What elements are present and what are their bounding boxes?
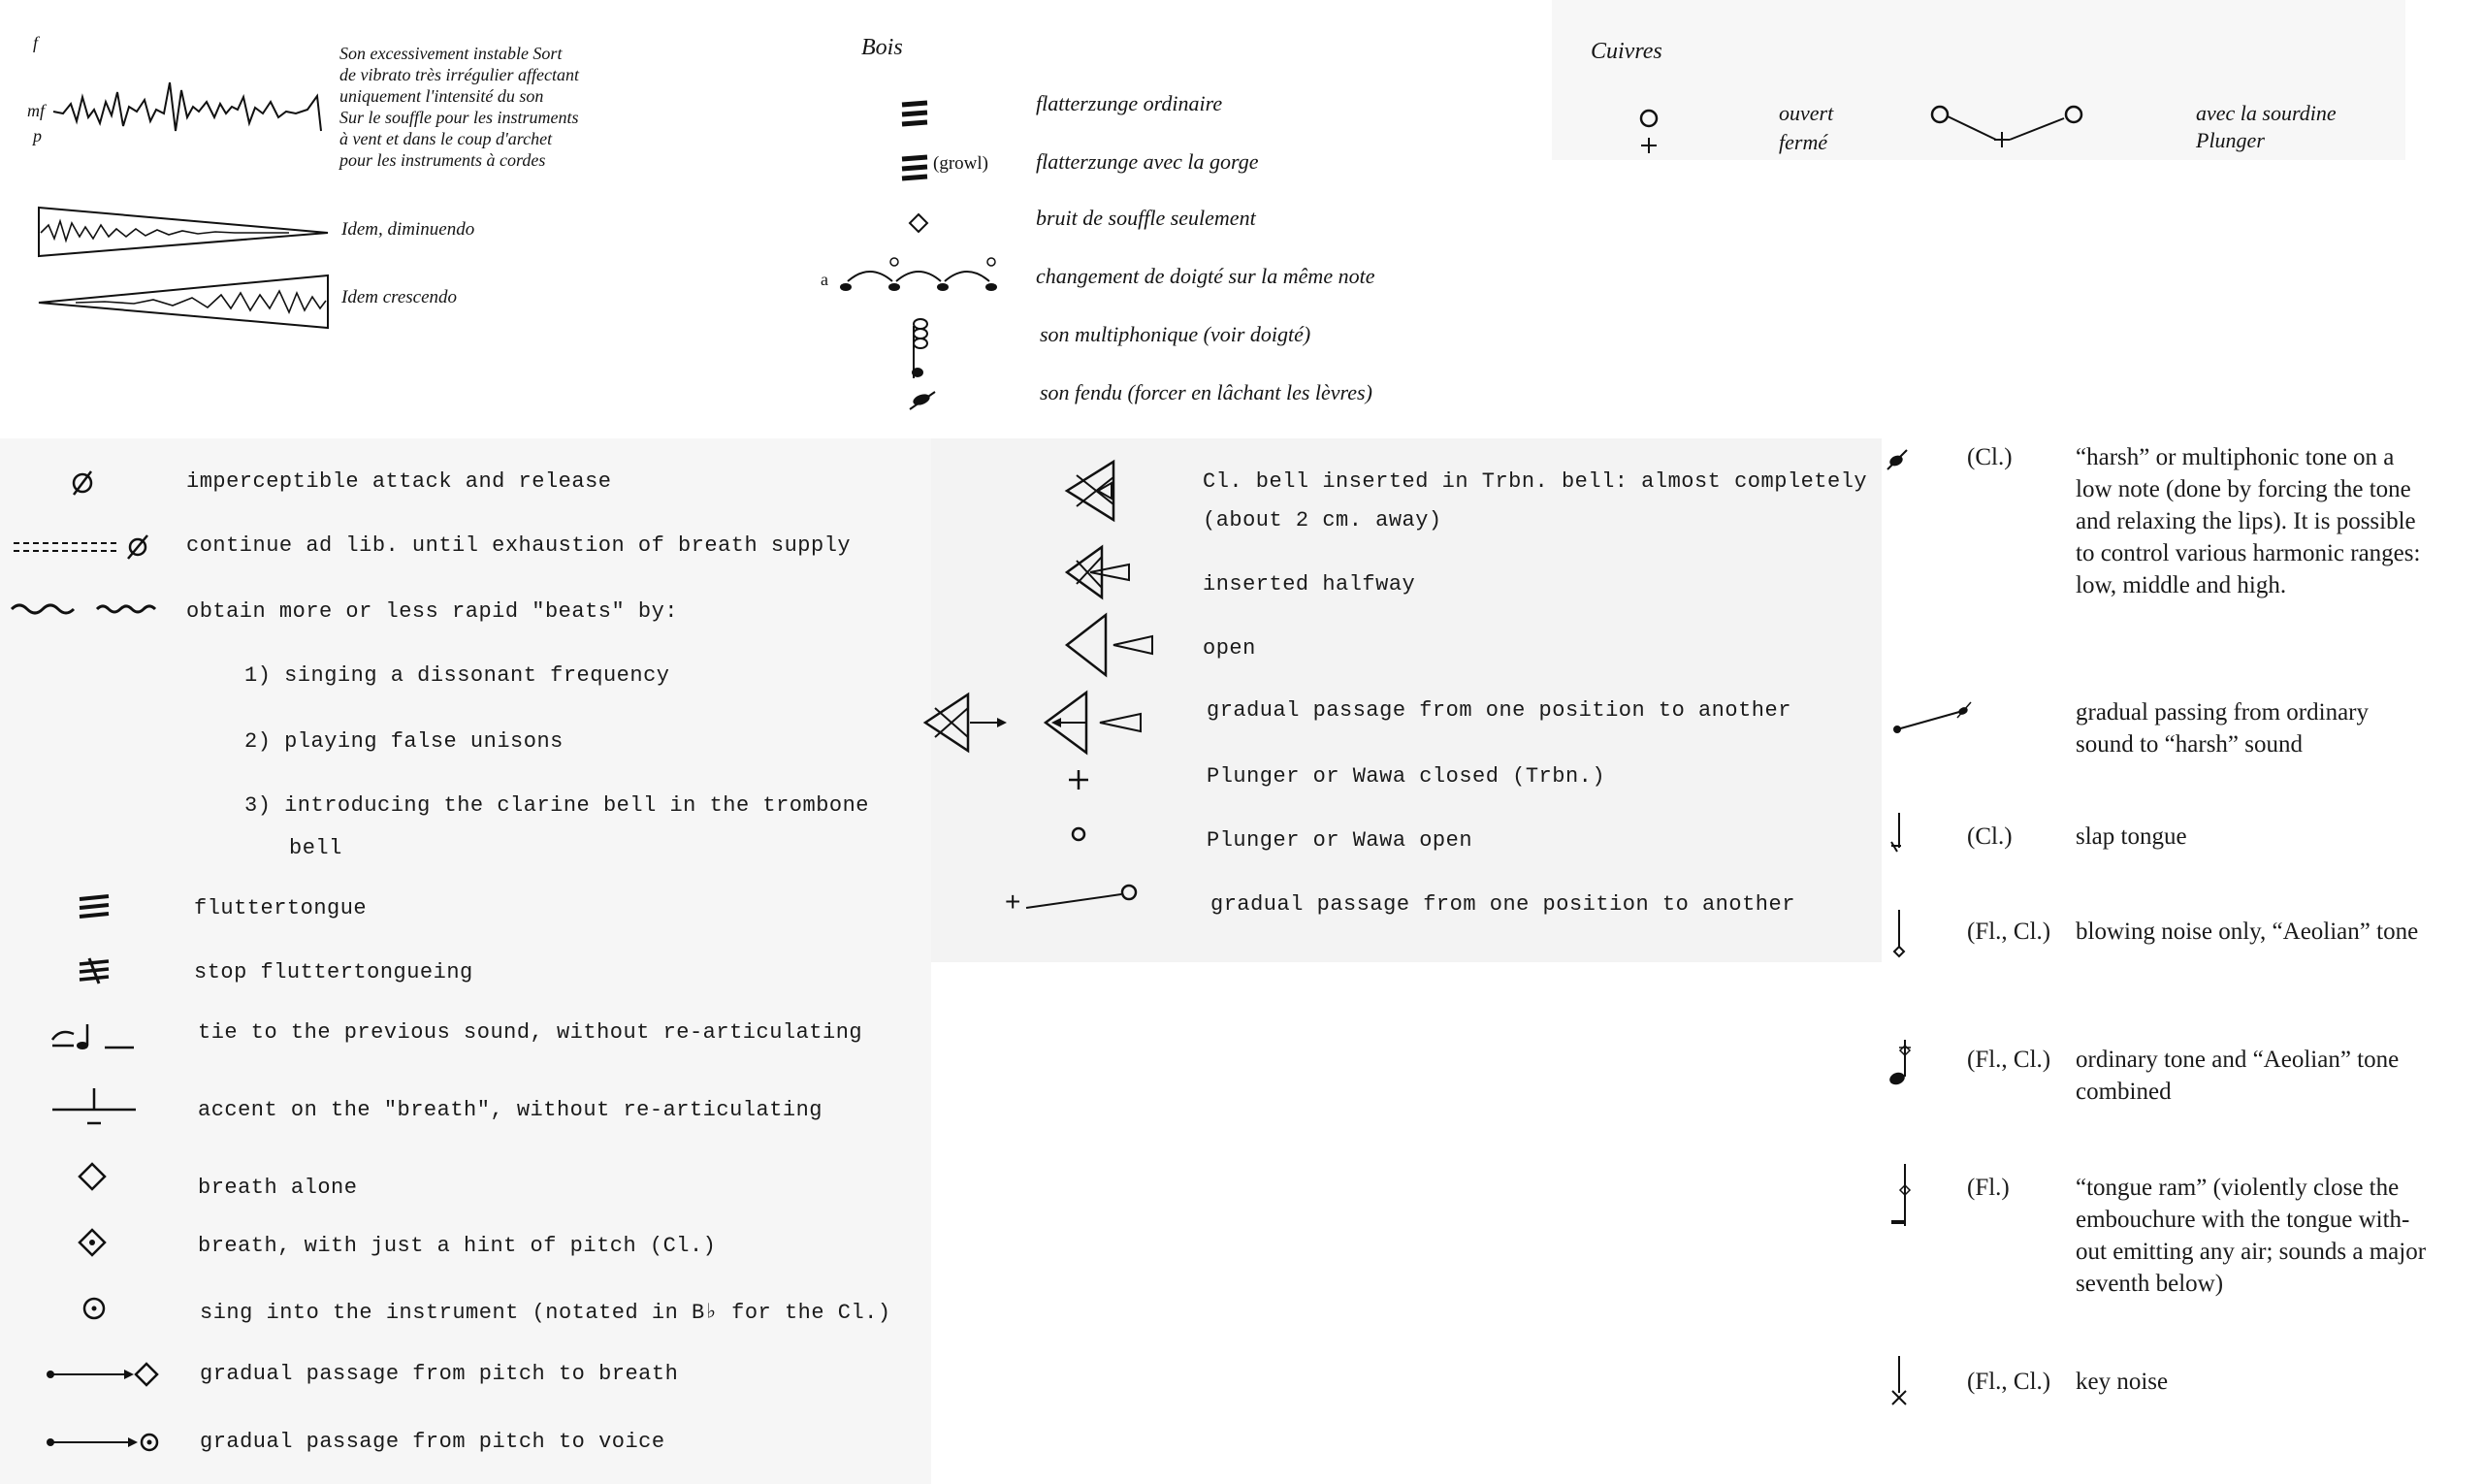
diamond-icon bbox=[908, 212, 929, 234]
desc-line: gradual passing from ordinary bbox=[2076, 699, 2370, 726]
right-inst-6: (Fl.) bbox=[1967, 1175, 2010, 1201]
wavy-line-icon bbox=[10, 599, 155, 619]
left-item-7: fluttertongue bbox=[194, 896, 368, 920]
right-desc-1 bbox=[2076, 441, 2464, 601]
bois-item-5: son multiphonique (voir doigté) bbox=[1040, 322, 1311, 346]
crescendo-waveform bbox=[37, 272, 333, 334]
desc-line: and relaxing the lips). It is possible bbox=[2076, 508, 2416, 534]
plus-sign: + bbox=[1005, 887, 1021, 917]
dotted-diamond-icon bbox=[78, 1228, 107, 1257]
left-item-1: imperceptible attack and release bbox=[186, 469, 612, 494]
bois-item-4: changement de doigté sur la même note bbox=[1036, 264, 1375, 288]
right-inst-4: (Fl., Cl.) bbox=[1967, 919, 2051, 945]
open-circle-icon bbox=[1637, 107, 1661, 130]
dashed-line-slashed-circle-icon bbox=[14, 533, 149, 561]
fingering-change-symbol bbox=[836, 254, 1011, 303]
bois-item-3: bruit de souffle seulement bbox=[1036, 206, 1256, 230]
desc-line: à vent et dans le coup d'archet bbox=[339, 129, 553, 148]
ferme-label: fermé bbox=[1779, 130, 1828, 154]
left-item-12: breath, with just a hint of pitch (Cl.) bbox=[198, 1234, 717, 1258]
left-item-13: sing into the instrument (notated in B♭ for the Cl.) bbox=[200, 1301, 891, 1325]
left-item-2: continue ad lib. until exhaustion of breath supply bbox=[186, 533, 852, 558]
middle-item-7: gradual passage from one position to another bbox=[1210, 892, 1795, 917]
bell-inserted-fully-icon bbox=[1063, 458, 1121, 526]
combined-tone-note-icon bbox=[1886, 1038, 1913, 1090]
desc-line: seventh below) bbox=[2076, 1271, 2224, 1297]
desc-line: combined bbox=[2076, 1079, 2172, 1105]
bell-open-icon bbox=[1063, 611, 1156, 679]
closed-to-open-line bbox=[1024, 883, 1141, 916]
desc-line: low, middle and high. bbox=[2076, 572, 2287, 598]
flatterzunge-growl-symbol bbox=[900, 155, 929, 184]
left-item-11: breath alone bbox=[198, 1176, 358, 1200]
breath-accent-icon bbox=[50, 1084, 138, 1129]
right-desc-6 bbox=[2076, 1172, 2473, 1300]
desc-line: “tongue ram” (violently close the bbox=[2076, 1175, 2400, 1201]
left-item-15: gradual passage from pitch to voice bbox=[200, 1430, 665, 1454]
dynamic-mf: mf bbox=[27, 101, 45, 120]
slap-tongue-note-icon bbox=[1887, 811, 1911, 857]
aeolian-note-icon bbox=[1887, 908, 1911, 962]
right-desc-4: blowing noise only, “Aeolian” tone bbox=[2076, 919, 2419, 945]
pitch-to-breath-arrow bbox=[45, 1360, 161, 1389]
right-desc-2 bbox=[2076, 696, 2464, 760]
plunger-open-circle-icon bbox=[1069, 824, 1088, 844]
left-item-6b: bell bbox=[289, 836, 342, 860]
bois-title: Bois bbox=[861, 35, 903, 60]
breath-diamond-icon bbox=[78, 1162, 107, 1191]
fluttertongue-icon bbox=[78, 894, 111, 919]
middle-item-1: Cl. bell inserted in Trbn. bell: almost completely bbox=[1203, 469, 1868, 494]
ordinary-to-harsh-line-icon bbox=[1891, 698, 1979, 737]
desc-line: “harsh” or multiphonic tone on a bbox=[2076, 444, 2395, 470]
multiphonic-symbol bbox=[906, 316, 935, 380]
right-desc-5 bbox=[2076, 1044, 2464, 1108]
desc-line: Son excessivement instable Sort bbox=[339, 44, 563, 63]
left-item-8: stop fluttertongueing bbox=[194, 960, 473, 984]
desc-line: de vibrato très irrégulier affectant bbox=[339, 65, 579, 84]
idem-crescendo-label: Idem crescendo bbox=[341, 287, 458, 307]
right-inst-3: (Cl.) bbox=[1967, 823, 2013, 850]
desc-line: uniquement l'intensité du son bbox=[339, 86, 544, 106]
middle-item-6: Plunger or Wawa open bbox=[1207, 828, 1473, 853]
sourdine-label-1: avec la sourdine bbox=[2196, 101, 2337, 125]
left-item-6: 3) introducing the clarine bell in the trombone bbox=[244, 793, 870, 818]
desc-line: ordinary tone and “Aeolian” tone bbox=[2076, 1047, 2400, 1073]
tie-icon bbox=[50, 1018, 138, 1053]
unstable-sound-waveform bbox=[53, 53, 325, 150]
middle-item-5: Plunger or Wawa closed (Trbn.) bbox=[1207, 764, 1606, 789]
bell-left-arrow-icon bbox=[921, 691, 1009, 755]
desc-line: embouchure with the tongue with- bbox=[2076, 1207, 2410, 1233]
key-noise-note-icon bbox=[1887, 1354, 1911, 1408]
a-label: a bbox=[821, 270, 828, 289]
desc-line: Sur le souffle pour les instruments bbox=[339, 108, 579, 127]
right-desc-7: key noise bbox=[2076, 1369, 2169, 1395]
left-item-5: 2) playing false unisons bbox=[244, 729, 564, 754]
middle-item-1b: (about 2 cm. away) bbox=[1203, 508, 1442, 532]
desc-line: out emitting any air; sounds a major bbox=[2076, 1239, 2427, 1265]
stop-fluttertongue-icon bbox=[78, 956, 111, 985]
bell-inserted-halfway-icon bbox=[1063, 543, 1141, 601]
growl-label: (growl) bbox=[933, 153, 988, 174]
dynamic-f: f bbox=[33, 33, 39, 52]
harsh-tone-note-icon bbox=[1886, 448, 1909, 471]
diminuendo-waveform bbox=[37, 204, 333, 262]
desc-line: pour les instruments à cordes bbox=[339, 150, 546, 170]
right-inst-5: (Fl., Cl.) bbox=[1967, 1047, 2051, 1073]
middle-item-2: inserted halfway bbox=[1203, 572, 1416, 597]
sourdine-label-2: Plunger bbox=[2196, 128, 2265, 152]
dotted-circle-icon bbox=[81, 1296, 107, 1321]
bell-transition-icon bbox=[1042, 689, 1148, 757]
plunger-closed-plus-icon bbox=[1067, 768, 1090, 791]
dynamic-p: p bbox=[33, 126, 42, 145]
bois-item-6: son fendu (forcer en lâchant les lèvres) bbox=[1040, 380, 1372, 404]
flatterzunge-symbol bbox=[900, 101, 929, 130]
middle-item-4: gradual passage from one position to another bbox=[1207, 698, 1791, 723]
right-inst-7: (Fl., Cl.) bbox=[1967, 1369, 2051, 1395]
cuivres-title: Cuivres bbox=[1591, 39, 1662, 64]
pitch-to-voice-arrow bbox=[45, 1428, 161, 1457]
tongue-ram-note-icon bbox=[1887, 1160, 1915, 1234]
ouvert-label: ouvert bbox=[1779, 101, 1834, 125]
middle-item-3: open bbox=[1203, 636, 1256, 661]
left-item-3: obtain more or less rapid "beats" by: bbox=[186, 599, 678, 624]
left-item-10: accent on the "breath", without re-articulating bbox=[198, 1098, 823, 1122]
slashed-circle-icon bbox=[70, 469, 95, 497]
mute-transition-symbol bbox=[1928, 101, 2093, 149]
desc-line: low note (done by forcing the tone bbox=[2076, 476, 2411, 502]
split-tone-symbol bbox=[908, 388, 937, 411]
right-desc-3: slap tongue bbox=[2076, 823, 2187, 850]
plus-icon bbox=[1639, 136, 1659, 155]
desc-line: to control various harmonic ranges: bbox=[2076, 540, 2421, 566]
left-item-4: 1) singing a dissonant frequency bbox=[244, 663, 670, 688]
left-item-9: tie to the previous sound, without re-articulating bbox=[198, 1020, 863, 1045]
desc-line: sound to “harsh” sound bbox=[2076, 731, 2303, 758]
bois-item-1: flatterzunge ordinaire bbox=[1036, 91, 1223, 115]
bois-item-2: flatterzunge avec la gorge bbox=[1036, 149, 1259, 174]
left-item-14: gradual passage from pitch to breath bbox=[200, 1362, 679, 1386]
unstable-sound-description bbox=[339, 43, 579, 171]
right-inst-1: (Cl.) bbox=[1967, 444, 2013, 470]
idem-diminuendo-label: Idem, diminuendo bbox=[341, 219, 475, 240]
